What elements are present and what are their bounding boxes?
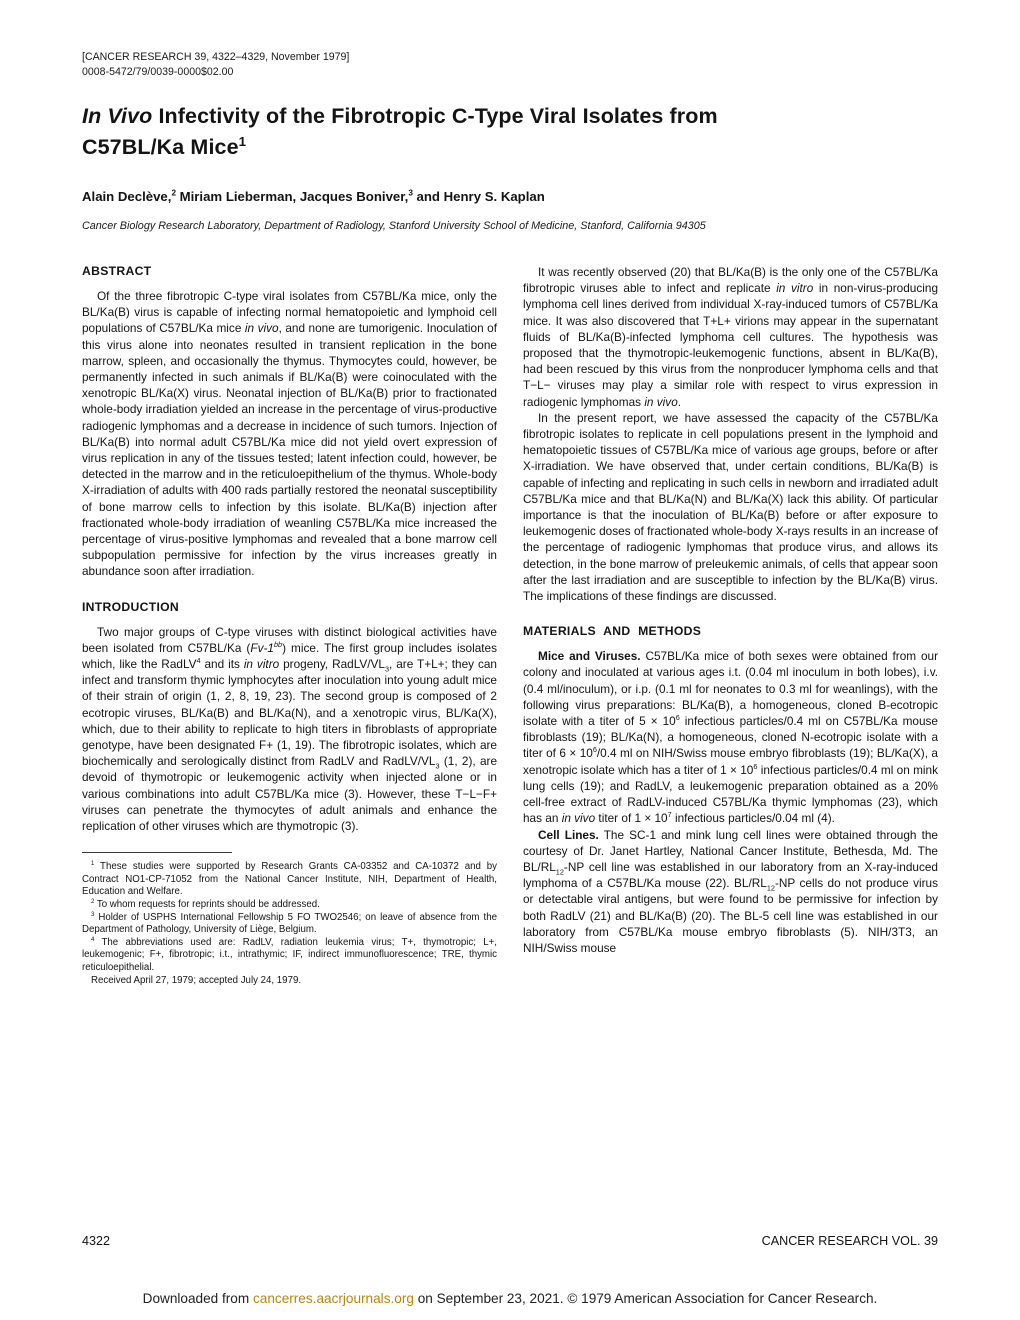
body-paragraph: Mice and Viruses. C57BL/Ka mice of both sexes were obtained from our colony and inoculated at various ages i.t. (0.04 ml inoculum in both lobes), i.v. (0.4 ml/inoculum), or i.p. (0.1 ml for neonates to 0.3 ml for weanlings), with the following virus preparations: BL/Ka(B), a homogeneous, cloned B-ecotropic isolate with a titer of $5 \times 10^6$ infectious particles/0.4 ml on C57BL/Ka mouse fibroblasts (19); BL/Ka(N), a homogeneous, cloned N-ecotropic isolate with a titer of $6 \times 10^6/0.4$ ml on NIH/Swiss mouse embryo fibroblasts (19); BL/Ka(X), a xenotropic isolate which has a titer of $1 \times 10^6$ infectious particles/0.4 ml on mink lung cells (19); and RadLV, a leukemogenic preparation obtained as a 20% cell-free extract of RadLV-induced C57BL/Ka thymic lymphomas (23), which has an in vivo titer of $1 \times 10^7$ infectious particles/0.04 ml (4). bbox=[523, 649, 939, 826]
abstract-heading: ABSTRACT bbox=[82, 264, 152, 278]
footnote: Received April 27, 1979; accepted July 24, 1979. bbox=[91, 974, 302, 986]
abstract-paragraph: Of the three fibrotropic C-type viral isolates from C57BL/Ka mice, only the BL/Ka(B) virus is capable of infecting normal hematopoietic and lymphoid cell populations of C57BL/Ka mice in vivo, and none are tumorigenic. Inoculation of this virus alone into neonates resulted in transient replication in the bone marrow, spleen, and occasionally the thymus. Thymocytes could, however, be permanently infected in such animals if BL/Ka(B) were coinoculated with the xenotropic BL/Ka(X) virus. Neonatal injection of BL/Ka(B) prior to fractionated whole-body irradiation yielded an increase in the percentage of virus-productive radiogenic lymphomas and a decrease in incidence of such tumors. Injection of BL/Ka(B) into normal adult C57BL/Ka mice did not yield overt expression of virus replication in any of the tissues tested; latent infection could, however, be detected in the marrow and in the reticuloepithelium of the thymus. Whole-body X-irradiation of adults with 400 rads partially restored the neonatal susceptibility of bone marrow cells to infection by this isolate. BL/Ka(B) injection after fractionated whole-body irradiation of weanling C57BL/Ka mice increased the percentage of virus-positive lymphomas and revealed that a bone marrow cell subpopulation permissive for infection by the virus increases greatly in abundance soon after irradiation. bbox=[82, 289, 497, 579]
materials-methods-heading: MATERIALS AND METHODS bbox=[523, 624, 702, 639]
affiliation-line: Cancer Biology Research Laboratory, Department of Radiology, Stanford University School of Medicine, Stanford, California 94305 bbox=[82, 220, 706, 232]
article-title bbox=[82, 101, 938, 163]
authors-line: Alain Declève,$^2$ Miriam Lieberman, Jacques Boniver,$^3$ and Henry S. Kaplan bbox=[82, 188, 545, 204]
right-column bbox=[523, 264, 938, 987]
body-paragraph: Cell Lines. The SC-1 and mink lung cell lines were obtained through the courtesy of Dr. Janet Hartley, National Cancer Institute, Bethesda, Md. The $BL/RL_{12}-NP$ cell line was established in our laboratory from an X-ray-induced lymphoma of a C57BL/Ka mouse (22). $BL/RL_{12}-NP$ cells do not produce virus or detectable viral antigens, but were found to be permissive for infection by both RadLV (21) and BL/Ka(B) (20). The BL-5 cell line was established in our laboratory from C57BL/Ka mouse embryo fibroblasts (5). NIH/3T3, an NIH/Swiss mouse bbox=[523, 827, 938, 955]
journal-link[interactable]: cancerres.aacrjournals.org bbox=[252, 1291, 414, 1306]
footnote: $^4$ The abbreviations used are: RadLV, radiation leukemia virus; T+, thymotropic; L+, leukemogenic; F+, fibrotropic; i.t., intrathymic; IF, indirect immunofluorescence; TRE, thymic reticuloepithelial. bbox=[82, 936, 497, 974]
download-notice bbox=[0, 1290, 1020, 1308]
abstract-body bbox=[82, 288, 497, 580]
right-intro-body bbox=[523, 264, 938, 604]
introduction-heading: INTRODUCTION bbox=[82, 599, 180, 614]
introduction-body bbox=[82, 624, 497, 835]
journal-issn-price: 0008-5472/79/0039-0000$02.00 bbox=[82, 65, 234, 78]
footnote-rule bbox=[82, 852, 232, 853]
body-paragraph: In the present report, we have assessed the capacity of the C57BL/Ka fibrotropic isolates to replicate in cell populations present in the lymphoid and hematopoietic tissues of C57BL/Ka mice of various age groups, before or after X-irradiation. We have observed that, under certain conditions, BL/Ka(B) is capable of infecting and replicating in such cells in newborn and irradiated adult C57BL/Ka mice and that BL/Ka(N) and BL/Ka(X) lack this ability. Of particular importance is that the inoculation of BL/Ka(B) before or after exposure to leukemogenic doses of fractionated whole-body X-rays results in an increase of the percentage of radiogenic lymphomas that produce virus, and allows its detection, in the bone marrow of preleukemic animals, of cells that appear soon after the last irradiation and are susceptible to infection by the BL/Ka(B) virus. The implications of these findings are discussed. bbox=[523, 410, 938, 604]
two-column-body bbox=[82, 264, 938, 987]
journal-citation: [CANCER RESEARCH 39, 4322–4329, November 1979] bbox=[82, 51, 350, 63]
download-notice-post: on September 23, 2021. © 1979 American Association for Cancer Research. bbox=[413, 1291, 878, 1306]
materials-methods-body bbox=[523, 648, 938, 956]
download-notice-pre: Downloaded from bbox=[142, 1291, 253, 1306]
footnotes bbox=[82, 861, 497, 987]
title-line-2: C57BL/Ka Mice$^1$ bbox=[82, 133, 247, 159]
volume-label: CANCER RESEARCH VOL. 39 bbox=[761, 1234, 938, 1248]
footnote: $^3$ Holder of USPHS International Fellowship 5 FO TWO2546; on leave of absence from the Department of Pathology, University of Liège, Belgium. bbox=[82, 911, 497, 936]
footnote: $^2$ To whom requests for reprints should be addressed. bbox=[91, 898, 320, 911]
left-column bbox=[82, 264, 497, 987]
footnote: $^1$ These studies were supported by Research Grants CA-03352 and CA-10372 and by Contract NO1-CP-71052 from the National Cancer Institute, NIH, Department of Health, Education and Welfare. bbox=[82, 861, 497, 898]
page-number: 4322 bbox=[82, 1234, 111, 1248]
title-line-1: In Vivo Infectivity of the Fibrotropic C-Type Viral Isolates from bbox=[82, 104, 718, 128]
introduction-paragraph: Two major groups of C-type viruses with distinct biological activities have been isolated from C57BL/Ka $(Fv-1^{bb})$ mice. The first group includes isolates which, like the RadLV$^4$ and its in vitro progeny, RadLV/$VL_3$, are T+L+; they can infect and transform thymic lymphocytes after inoculation into young adult mice of their strain of origin (1, 2, 8, 19, 23). The second group is composed of 2 ecotropic viruses, BL/Ka(B) and BL/Ka(N), and a xenotropic virus, BL/Ka(X), which, due to their ability to replicate to high titers in fibroblasts of appropriate genotype, have been designated F+ (1, 19). The fibrotropic isolates, which are biochemically and serologically distinct from RadLV and RadLV/$VL_3$ (1, 2), are devoid of thymotropic or leukemogenic activity when injected alone or in various combinations into adult C57BL/Ka mice (3). However, these T−L−F+ viruses can penetrate the thymocytes of adult animals and enhance the replication of other viruses which are thymotropic (3). bbox=[82, 624, 498, 834]
page-footer bbox=[82, 1234, 938, 1248]
body-paragraph: It was recently observed (20) that BL/Ka(B) is the only one of the C57BL/Ka fibrotropic viruses able to infect and replicate in vitro in non-virus-producing lymphoma cell lines derived from individual X-ray-induced tumors of C57BL/Ka mice. It was also discovered that T+L+ virions may appear in the supernatant fluids of BL/Ka(B)-infected lymphoma cell cultures. The hypothesis was proposed that the thymotropic-leukemogenic functions, absent in BL/Ka(B), had been rescued by this virus from the nonproducer lymphoma cells and that T−L− viruses may play a similar role with respect to virus expression in radiogenic lymphomas in vivo. bbox=[523, 265, 938, 409]
journal-header bbox=[82, 50, 938, 79]
